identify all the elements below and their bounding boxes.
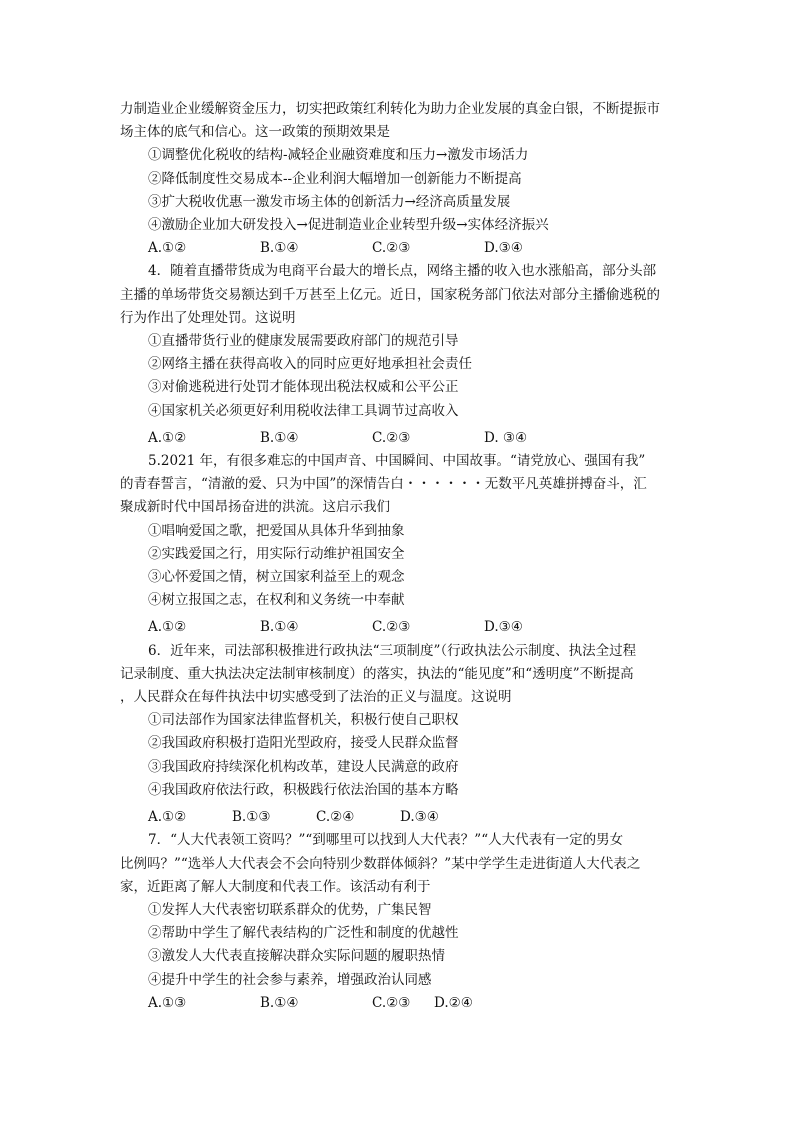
exam-content <box>120 98 680 1015</box>
question-5-option-2: ②实践爱国之行，用实际行动维护祖国安全 <box>148 545 405 562</box>
question-6-option-2: ②我国政府积极打造阳光型政府，接受人民群众监督 <box>148 735 459 752</box>
question-5-choices <box>120 616 680 639</box>
question-7-stem-line: 比例吗？”“选举人大代表会不会向特别少数群体倾斜？”某中学学生走进街道人大代表之 <box>120 855 641 872</box>
choice-b: B.①③ <box>232 809 271 826</box>
question-3 <box>120 98 680 260</box>
question-4-choices <box>120 427 680 450</box>
question-4-stem-line: 行为作出了处理处罚。这说明 <box>120 309 296 326</box>
choice-a: A.①② <box>148 809 187 826</box>
question-3-choices <box>120 237 680 260</box>
question-5-option-3: ③心怀爱国之情，树立国家利益至上的观念 <box>148 569 405 586</box>
question-4-option-4: ④国家机关必须更好利用税收法律工具调节过高收入 <box>148 402 459 419</box>
question-7 <box>120 829 680 1015</box>
choice-d: D.③④ <box>400 809 439 826</box>
question-6-option-3: ③我国政府持续深化机构改革，建设人民满意的政府 <box>148 758 459 775</box>
question-7-stem-line: 家，近距离了解人大制度和代表工作。该活动有利于 <box>120 878 431 895</box>
question-5 <box>120 450 680 640</box>
question-6-option-4: ④我国政府依法行政，积极践行依法治国的基本方略 <box>148 781 459 798</box>
question-3-option-1: ①调整优化税收的结构-减轻企业融资难度和压力→激发市场活力 <box>148 147 529 164</box>
question-6-choices <box>120 806 680 829</box>
question-6-stem-line: 6．近年来，司法部积极推进行政执法“三项制度”（行政执法公示制度、执法全过程 <box>148 642 637 659</box>
choice-b: B.①④ <box>260 619 299 636</box>
choice-b: B.①④ <box>260 994 299 1011</box>
choice-d: D.③④ <box>484 619 523 636</box>
question-3-option-4: ④激励企业加大研发投入→促进制造业企业转型升级→实体经济振兴 <box>148 217 549 234</box>
question-7-option-1: ①发挥人大代表密切联系群众的优势，广集民智 <box>148 901 432 918</box>
choice-a: A.①② <box>148 619 187 636</box>
question-7-option-3: ③激发人大代表直接解决群众实际问题的履职热情 <box>148 948 445 965</box>
question-3-stem-line: 场主体的底气和信心。这一政策的预期效果是 <box>120 124 390 141</box>
choice-c: C.②④ <box>316 809 355 826</box>
question-5-option-4: ④树立报国之志，在权利和义务统一中奉献 <box>148 592 405 609</box>
question-4 <box>120 260 680 450</box>
choice-a: A.①③ <box>148 994 187 1011</box>
question-4-stem-line: 主播的单场带货交易额达到千万甚至上亿元。近日，国家税务部门依法对部分主播偷逃税的 <box>120 286 660 303</box>
choice-b: B.①④ <box>260 429 299 446</box>
question-6-stem-line: 记录制度、重大执法决定法制审核制度）的落实，执法的“能见度”和“透明度”不断提高 <box>120 665 634 682</box>
question-6-stem-line: ，人民群众在每件执法中切实感受到了法治的正义与温度。这说明 <box>120 689 512 706</box>
question-4-option-1: ①直播带货行业的健康发展需要政府部门的规范引导 <box>148 333 459 350</box>
question-4-stem-line: 4．随着直播带货成为电商平台最大的增长点，网络主播的收入也水涨船高，部分头部 <box>148 263 657 280</box>
choice-a: A.①② <box>148 240 187 257</box>
question-6 <box>120 640 680 830</box>
choice-c: C.②③ <box>372 994 411 1011</box>
question-7-stem-line: 7．“人大代表领工资吗？”“到哪里可以找到人大代表？”“人大代表有一定的男女 <box>148 832 624 849</box>
question-3-option-3: ③扩大税收优惠一激发市场主体的创新活力→经济高质量发展 <box>148 193 511 210</box>
question-4-option-2: ②网络主播在获得高收入的同时应更好地承担社会责任 <box>148 356 472 373</box>
question-5-stem-line: 聚成新时代中国昂扬奋进的洪流。这启示我们 <box>120 499 390 516</box>
question-4-option-3: ③对偷逃税进行处罚才能体现出税法权威和公平公正 <box>148 379 459 396</box>
choice-d: D.②④ <box>434 994 473 1011</box>
choice-a: A.①② <box>148 429 187 446</box>
question-7-option-4: ④提升中学生的社会参与素养，增强政治认同感 <box>148 971 432 988</box>
choice-d: D.③④ <box>484 240 523 257</box>
choice-c: C.②③ <box>372 240 411 257</box>
question-5-stem-line: 的青春誓言，“清澈的爱、只为中国”的深情告白・・・・・・无数平凡英雄拼搏奋斗，汇 <box>120 476 647 493</box>
choice-d: D. ③④ <box>484 429 528 446</box>
question-5-stem-line: 5.2021 年，有很多难忘的中国声音、中国瞬间、中国故事。“请党放心、强国有我” <box>148 453 646 470</box>
choice-b: B.①④ <box>260 240 299 257</box>
question-3-option-2: ②降低制度性交易成本--企业利润大幅增加一创新能力不断提高 <box>148 170 522 187</box>
choice-c: C.②③ <box>372 429 411 446</box>
choice-c: C.②③ <box>372 619 411 636</box>
question-3-stem-line: 力制造业企业缓解资金压力，切实把政策红利转化为助力企业发展的真金白银，不断提振市 <box>120 101 660 117</box>
question-7-choices <box>120 992 680 1015</box>
question-5-option-1: ①唱响爱国之歌，把爱国从具体升华到抽象 <box>148 522 405 539</box>
question-7-option-2: ②帮助中学生了解代表结构的广泛性和制度的优越性 <box>148 925 459 942</box>
question-6-option-1: ①司法部作为国家法律监督机关，积极行使自己职权 <box>148 712 459 729</box>
